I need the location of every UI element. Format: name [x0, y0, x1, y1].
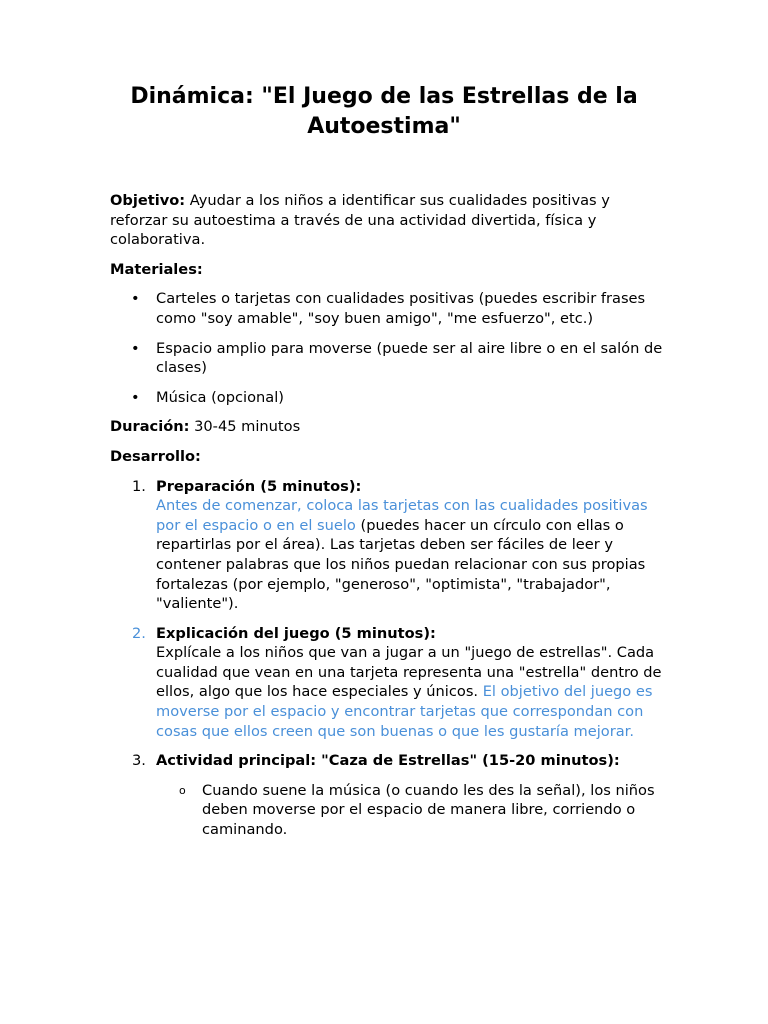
- step-heading: Actividad principal: "Caza de Estrellas" (15-20 minutos):: [156, 752, 620, 770]
- duracion-paragraph: [110, 417, 670, 437]
- materiales-list: [110, 289, 670, 407]
- bullet-icon: •: [131, 290, 140, 308]
- step-number: 2.: [132, 624, 146, 642]
- page-title: Dinámica: "El Juego de las Estrellas de la Autoestima": [130, 84, 638, 139]
- list-item: o Cuando suene la música (o cuando les des la señal), los niños deben moverse por el espacio de manera libre, corriendo o caminando.: [179, 781, 655, 839]
- step-explicacion: [110, 624, 670, 742]
- step-actividad-principal: [110, 751, 670, 839]
- sub-list: [156, 781, 670, 840]
- step-number: 1.: [132, 477, 146, 495]
- step-highlight: Antes de comenzar, coloca las tarjetas con las cualidades positivas por el espacio o en el suelo: [156, 497, 648, 534]
- step-text: (puedes hacer un círculo con ellas o repartirlas por el área). Las tarjetas deben ser fáciles de leer y contener palabras que los niños puedan relacionar con sus propias fortalezas (por ejemplo, "generoso", "optimista", "trabajador", "valiente").: [156, 516, 646, 613]
- step-heading: Explicación del juego (5 minutos):: [156, 624, 436, 642]
- step-number: 3.: [132, 752, 146, 770]
- objetivo-label: Objetivo:: [110, 192, 186, 209]
- step-heading: Preparación (5 minutos):: [156, 477, 362, 495]
- objetivo-paragraph: [110, 191, 670, 250]
- list-item: • Música (opcional): [131, 388, 284, 406]
- duracion-value: 30-45 minutos: [189, 418, 301, 436]
- list-item: • Espacio amplio para moverse (puede ser al aire libre o en el salón de clases): [131, 339, 663, 377]
- materiales-heading: Materiales:: [110, 260, 203, 278]
- list-item: • Carteles o tarjetas con cualidades positivas (puedes escribir frases como "soy amable", "soy buen amigo", "me esfuerzo", etc.): [131, 290, 646, 327]
- bullet-icon: •: [131, 339, 140, 357]
- duracion-label: Duración:: [110, 418, 190, 436]
- objetivo-text: Ayudar a los niños a identificar sus cualidades positivas y reforzar su autoestima a través de una actividad divertida, física y colaborativa.: [110, 192, 610, 249]
- circle-bullet-icon: o: [179, 783, 186, 797]
- step-preparacion: [110, 477, 670, 614]
- step-text: Explícale a los niños que van a jugar a un "juego de estrellas". Cada cualidad que vean en una tarjeta representa una "estrella" dentro de ellos, algo que los hace especiales y únicos.: [156, 644, 662, 701]
- bullet-icon: •: [131, 388, 140, 406]
- document-body: [110, 191, 670, 850]
- desarrollo-heading: Desarrollo:: [110, 447, 201, 465]
- step-highlight: El objetivo del juego es moverse por el espacio y encontrar tarjetas que correspondan con cosas que ellos creen que son buenas o que les gustaría mejorar.: [156, 683, 653, 740]
- desarrollo-steps: [110, 477, 670, 840]
